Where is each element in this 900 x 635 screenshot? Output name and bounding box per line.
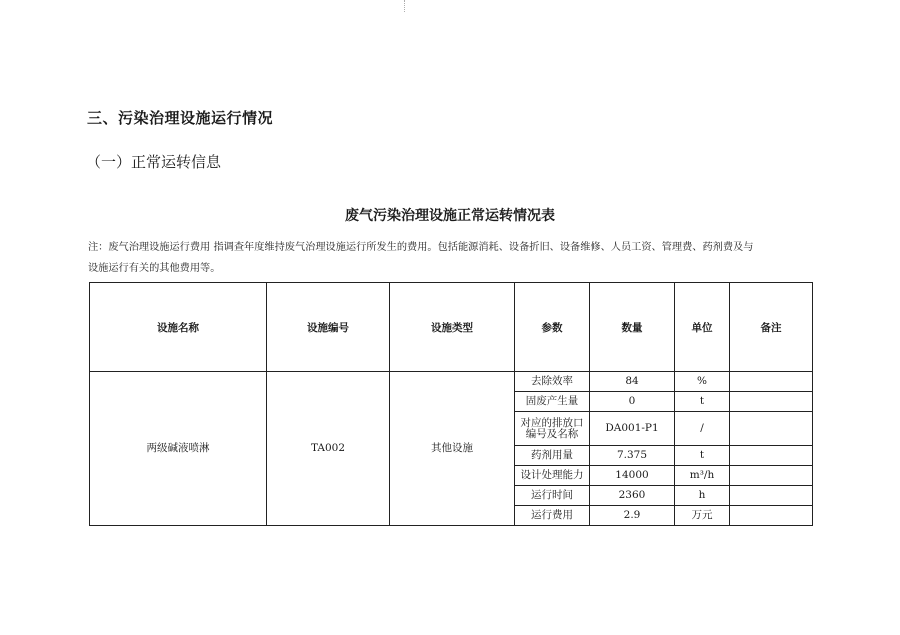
qty-cell: DA001-P1	[590, 412, 675, 446]
qty-cell: 7.375	[590, 446, 675, 466]
qty-cell: 0	[590, 392, 675, 412]
qty-cell: 2360	[590, 486, 675, 506]
remark-cell	[730, 486, 813, 506]
qty-cell: 2.9	[590, 506, 675, 526]
header-facility-name: 设施名称	[90, 283, 267, 372]
unit-cell: t	[675, 392, 730, 412]
param-cell: 运行费用	[515, 506, 590, 526]
unit-cell: %	[675, 372, 730, 392]
param-cell: 药剂用量	[515, 446, 590, 466]
param-cell: 设计处理能力	[515, 466, 590, 486]
qty-cell: 14000	[590, 466, 675, 486]
table-title: 废气污染治理设施正常运转情况表	[345, 208, 555, 224]
remark-cell	[730, 392, 813, 412]
remark-cell	[730, 466, 813, 486]
qty-cell: 84	[590, 372, 675, 392]
header-remark: 备注	[730, 283, 813, 372]
table-row	[90, 372, 813, 392]
unit-cell: 万元	[675, 506, 730, 526]
note-line-1: 注：废气治理设施运行费用 指调查年度维持废气治理设施运行所发生的费用。包括能源消耗、设备折旧、设备维修、人员工资、管理费、药剂费及与	[88, 242, 754, 253]
subsection-heading: （一）正常运转信息	[86, 153, 222, 171]
facility-name-cell: 两级碱液喷淋	[90, 372, 267, 526]
param-cell: 对应的排放口编号及名称	[515, 412, 590, 446]
facility-type-cell: 其他设施	[390, 372, 515, 526]
header-facility-code: 设施编号	[267, 283, 390, 372]
facility-code-cell: TA002	[267, 372, 390, 526]
remark-cell	[730, 506, 813, 526]
header-facility-type: 设施类型	[390, 283, 515, 372]
unit-cell: h	[675, 486, 730, 506]
note-line-2: 设施运行有关的其他费用等。	[88, 263, 221, 274]
header-parameter: 参数	[515, 283, 590, 372]
unit-cell: m³/h	[675, 466, 730, 486]
param-cell: 去除效率	[515, 372, 590, 392]
remark-cell	[730, 372, 813, 392]
header-quantity: 数量	[590, 283, 675, 372]
param-cell: 运行时间	[515, 486, 590, 506]
header-unit: 单位	[675, 283, 730, 372]
table-note	[88, 237, 808, 279]
operation-table	[89, 282, 813, 526]
section-heading: 三、污染治理设施运行情况	[87, 109, 274, 127]
remark-cell	[730, 446, 813, 466]
unit-cell: t	[675, 446, 730, 466]
scan-artifact	[404, 0, 411, 12]
unit-cell: /	[675, 412, 730, 446]
table-header-row	[90, 283, 813, 372]
param-cell: 固废产生量	[515, 392, 590, 412]
remark-cell	[730, 412, 813, 446]
